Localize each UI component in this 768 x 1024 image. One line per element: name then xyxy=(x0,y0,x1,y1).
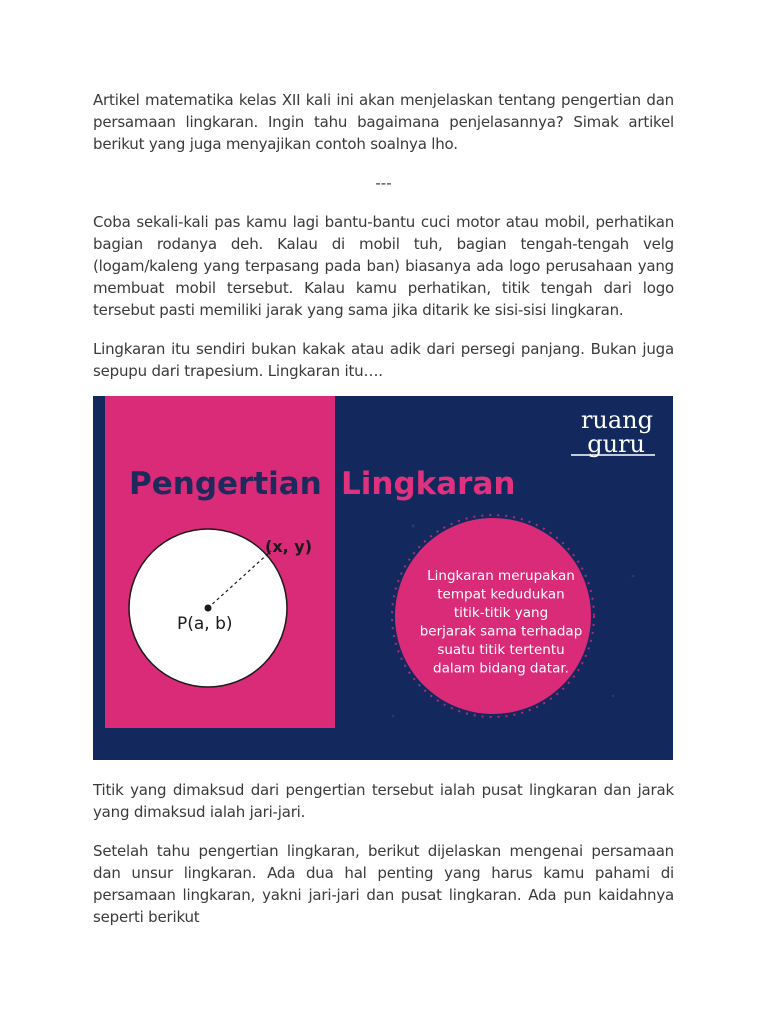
definition-line: suatu titik tertentu xyxy=(437,642,565,658)
center-label: P(a, b) xyxy=(177,614,233,634)
separator: --- xyxy=(375,174,392,192)
paragraph-equation-intro: Setelah tahu pengertian lingkaran, berikut dijelaskan mengenai persamaan dan unsur lingkaran. Ada dua hal penting yang harus kamu pahami di persamaan lingkaran, yakni jari-jari dan pusat lingkaran. Ada pun kaidahnya seperti berikut xyxy=(93,842,674,926)
paragraph-radius: Titik yang dimaksud dari pengertian tersebut ialah pusat lingkaran dan jarak yang dimaksud ialah jari-jari. xyxy=(93,781,674,821)
logo-ruang: ruang xyxy=(580,406,653,434)
definition-line: berjarak sama terhadap xyxy=(419,623,583,640)
figure-illustration xyxy=(93,396,673,760)
paragraph-wheel: Coba sekali-kali pas kamu lagi bantu-bantu cuci motor atau mobil, perhatikan bagian rodanya deh. Kalau di mobil tuh, bagian tengah-tengah velg (logam/kaleng yang terpasang pada ban) biasanya ada logo perusahaan yang membuat mobil tersebut. Kalau kamu perhatikan, titik tengah dari logo tersebut pasti memiliki jarak yang sama jika ditarik ke sisi-sisi lingkaran. xyxy=(93,213,674,319)
figure-title-part-1: Pengertian xyxy=(129,466,322,502)
center-point xyxy=(205,605,212,612)
point-label: (x, y) xyxy=(265,537,313,556)
definition-line: tempat kedudukan xyxy=(437,586,565,603)
intro-paragraph: Artikel matematika kelas XII kali ini akan menjelaskan tentang pengertian dan persamaan lingkaran. Ingin tahu bagaimana penjelasannya? Simak artikel berikut yang juga menyajikan contoh soalnya lho. xyxy=(93,91,674,153)
definition-line: titik-titik yang xyxy=(453,605,549,621)
definition-line: dalam bidang datar. xyxy=(433,660,569,677)
logo-guru: guru xyxy=(587,430,645,458)
definition-line: Lingkaran merupakan xyxy=(427,568,575,584)
circle-definition-figure xyxy=(93,396,673,760)
figure-title-part-2: Lingkaran xyxy=(341,466,516,502)
paragraph-circle-intro: Lingkaran itu sendiri bukan kakak atau adik dari persegi panjang. Bukan juga sepupu dari trapesium. Lingkaran itu…. xyxy=(93,340,674,380)
